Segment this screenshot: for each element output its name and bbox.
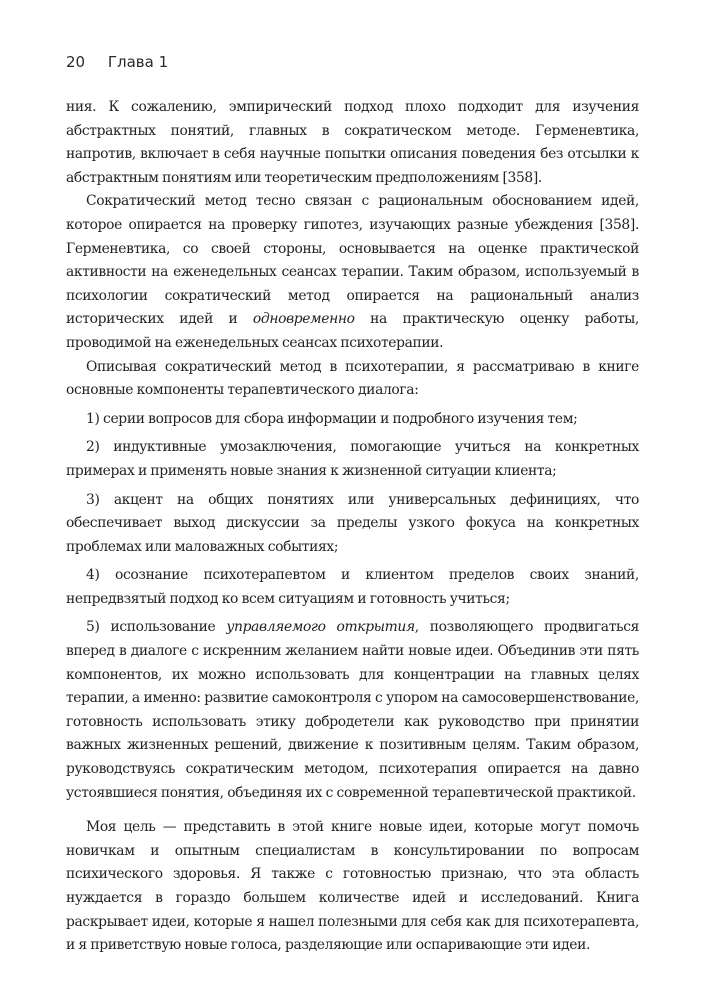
list-item-text: 3) акцент на общих понятиях или универсальных дефинициях, что обеспечивает выход дискуссии за пределы узкого фокуса на конкретных проблемах или маловажных событиях; <box>66 491 639 555</box>
list-item-text: , позволяющего продвигаться вперед в диалоге с искренним желанием найти новые идеи. Объединив эти пять компонентов, их можно использовать для концентрации на главных целях терапии, а именно: развитие самоконтроля с упором на самосовершенствование, готовность использовать этику добродетели как руководство при принятии важных жизненных решений, движение к позитивным целям. Таким образом, руководствуясь сократическим методом, психотерапия опирается на давно устоявшиеся понятия, объединяя их с современной терапевтической практикой. <box>66 619 639 801</box>
page-number: 20 <box>66 53 86 71</box>
paragraph-text: ния. К сожалению, эмпирический подход плохо подходит для изучения абстрактных понятий, главных в сократическом методе. Герменевтика, напротив, включает в себя научные попытки описания поведения без отсылки к абстрактным понятиям или теоретическим предположениям [358]. <box>66 99 639 186</box>
list-item <box>66 564 639 611</box>
list-item-text: 1) серии вопросов для сбора информации и подробного изучения тем; <box>86 410 578 427</box>
paragraph-text: Сократический метод тесно связан с рациональным обоснованием идей, которое опирается на проверку гипотез, изучающих разные убеждения [358]. Герменевтика, со своей стороны, основывается на оценке практической активности на еженедельных сеансах терапии. Таким образом, используемый в психологии сократический метод опирается на рациональный анализ исторических идей и <box>66 193 639 328</box>
body-text <box>66 96 639 958</box>
emphasis-text: управляемого открытия <box>226 619 415 636</box>
list-item-text: 2) индуктивные умозаключения, помогающие учиться на конкретных примерах и применять новые знания к жизненной ситуации клиента; <box>66 439 639 479</box>
list-item-text: 5) использование <box>86 619 227 636</box>
paragraph-components-intro <box>66 356 639 403</box>
chapter-title: Глава 1 <box>107 53 169 71</box>
emphasis-text: одновременно <box>252 311 355 328</box>
paragraph-socratic-method <box>66 190 639 355</box>
paragraph-text: Моя цель — представить в этой книге новые идеи, которые могут помочь новичкам и опытным специалистам в консультировании по вопросам психического здоровья. Я также с готовностью признаю, что эта область нуждается в гораздо большем количестве идей и исследований. Книга раскрывает идеи, которые я нашел полезными для себя как для психотерапевта, и я приветствую новые голоса, разделяющие или оспаривающие эти идеи. <box>66 819 639 954</box>
paragraph-text: на практическую оценку работы, проводимой на еженедельных сеансах психотерапии. <box>66 311 639 351</box>
list-item <box>66 489 639 560</box>
paragraph-closing <box>66 816 639 958</box>
list-item <box>66 408 639 432</box>
running-header <box>66 52 639 72</box>
list-item <box>66 616 639 805</box>
paragraph-continuation <box>66 96 639 190</box>
list-item-text: 4) осознание психотерапевтом и клиентом пределов своих знаний, непредвзятый подход ко всем ситуациям и готовность учиться; <box>66 567 639 607</box>
paragraph-text: Описывая сократический метод в психотерапии, я рассматриваю в книге основные компоненты терапевтического диалога: <box>66 358 639 399</box>
list-item <box>66 436 639 483</box>
